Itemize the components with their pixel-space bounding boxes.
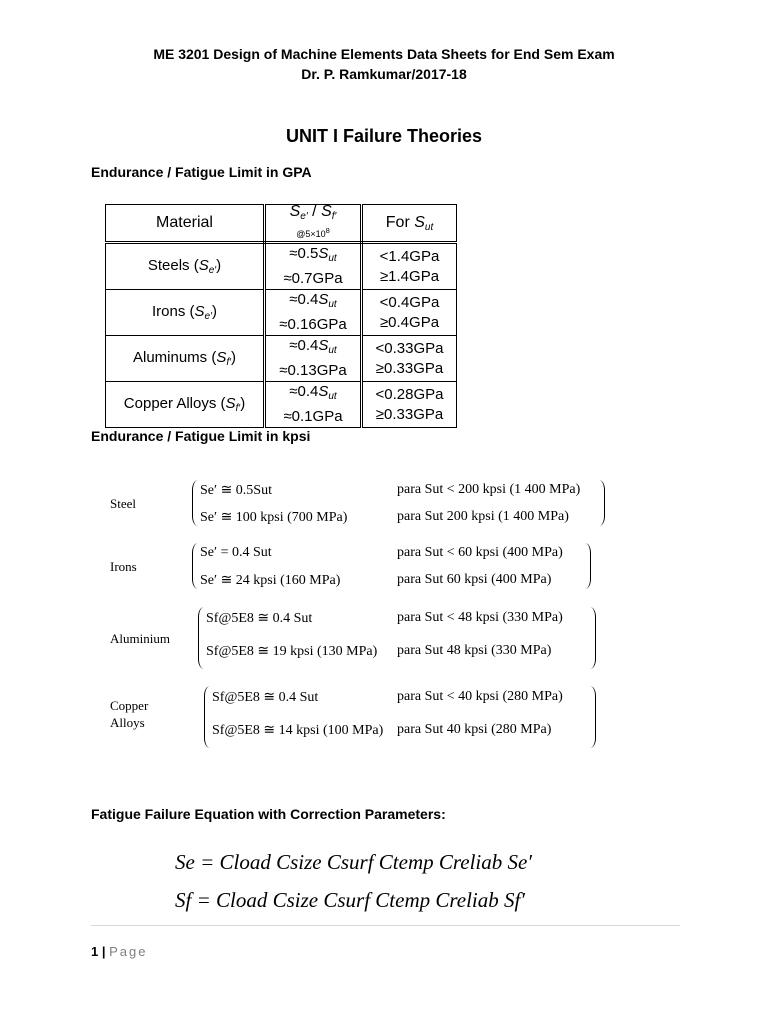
table-header-for-sut: For $S_{ut}$	[362, 205, 457, 243]
kpsi-condition: para Sut 60 kpsi (400 MPa)	[397, 572, 552, 587]
right-brace	[589, 686, 596, 748]
kpsi-eq: Sf@5E8 ≅ 0.4 Sut	[206, 611, 313, 626]
kpsi-condition: para Sut < 48 kpsi (330 MPa)	[397, 610, 563, 625]
table-header-strength: $S_{e'} / S_{f'}$ $@5\times 10^8$	[265, 205, 362, 243]
kpsi-material-copper-alloys: Copper Alloys	[110, 698, 149, 730]
doc-header-line2: Dr. P. Ramkumar/2017-18	[301, 66, 467, 82]
kpsi-eq: Sf@5E8 ≅ 19 kpsi (130 MPa)	[206, 644, 378, 659]
left-brace	[198, 607, 205, 669]
limit-cell: <1.4GPa ≥1.4GPa	[362, 243, 457, 290]
right-brace	[598, 480, 605, 526]
kpsi-eq: Se′ = 0.4 Sut	[200, 545, 272, 560]
value-cell: $\approx 0.4S_{ut}$ ≈0.1GPa	[265, 382, 362, 428]
left-brace	[204, 686, 211, 748]
material-cell: Copper Alloys $(S_{f'})$	[106, 382, 265, 428]
kpsi-condition: para Sut < 200 kpsi (1 400 MPa)	[397, 482, 581, 497]
section-heading-gpa: Endurance / Fatigue Limit in GPA	[91, 164, 312, 180]
limit-cell: <0.33GPa ≥0.33GPa	[362, 336, 457, 382]
kpsi-material-irons: Irons	[110, 559, 137, 574]
kpsi-condition: para Sut 200 kpsi (1 400 MPa)	[397, 509, 569, 524]
kpsi-material-aluminium: Aluminium	[110, 631, 170, 646]
footer-divider	[91, 925, 680, 926]
value-cell: $\approx 0.5S_{ut}$ ≈0.7GPa	[265, 243, 362, 290]
table-row	[106, 336, 457, 382]
kpsi-condition: para Sut < 60 kpsi (400 MPa)	[397, 545, 563, 560]
table-row	[106, 382, 457, 428]
limit-cell: <0.28GPa ≥0.33GPa	[362, 382, 457, 428]
section-heading-kpsi: Endurance / Fatigue Limit in kpsi	[91, 428, 311, 444]
table-row	[106, 243, 457, 290]
section-heading-fatigue-equation: Fatigue Failure Equation with Correction Parameters:	[91, 806, 446, 822]
kpsi-condition: para Sut < 40 kpsi (280 MPa)	[397, 689, 563, 704]
material-cell: Irons $(S_{e'})$	[106, 290, 265, 336]
table-row	[106, 290, 457, 336]
table-header-material: Material	[106, 205, 265, 243]
fatigue-formula-se: Se = Cload Csize Csurf Ctemp Creliab Se′	[175, 850, 532, 874]
doc-header-line1: ME 3201 Design of Machine Elements Data Sheets for End Sem Exam	[153, 46, 615, 62]
limit-cell: <0.4GPa ≥0.4GPa	[362, 290, 457, 336]
kpsi-material-steel: Steel	[110, 496, 136, 511]
left-brace	[192, 480, 199, 526]
kpsi-eq: Sf@5E8 ≅ 0.4 Sut	[212, 690, 319, 705]
kpsi-eq: Se′ ≅ 0.5Sut	[200, 483, 272, 498]
kpsi-eq: Sf@5E8 ≅ 14 kpsi (100 MPa)	[212, 723, 384, 738]
material-cell: Aluminums $(S_{f'})$	[106, 336, 265, 382]
left-brace	[192, 543, 199, 589]
footer-separator: |	[101, 944, 106, 959]
value-cell: $\approx 0.4S_{ut}$ ≈0.13GPa	[265, 336, 362, 382]
value-cell: $\approx 0.4S_{ut}$ ≈0.16GPa	[265, 290, 362, 336]
kpsi-condition: para Sut 40 kpsi (280 MPa)	[397, 722, 552, 737]
page-label: Page	[109, 944, 148, 959]
page-footer	[91, 944, 148, 959]
page-number: 1	[91, 944, 99, 959]
right-brace	[584, 543, 591, 589]
kpsi-condition: para Sut 48 kpsi (330 MPa)	[397, 643, 552, 658]
endurance-limit-gpa-table	[105, 204, 457, 428]
fatigue-formula-sf: Sf = Cload Csize Csurf Ctemp Creliab Sf′	[175, 888, 525, 912]
material-cell: Steels $(S_{e'})$	[106, 243, 265, 290]
kpsi-eq: Se′ ≅ 100 kpsi (700 MPa)	[200, 510, 348, 525]
kpsi-eq: Se′ ≅ 24 kpsi (160 MPa)	[200, 573, 341, 588]
unit-title: UNIT I Failure Theories	[285, 126, 483, 146]
right-brace	[589, 607, 596, 669]
